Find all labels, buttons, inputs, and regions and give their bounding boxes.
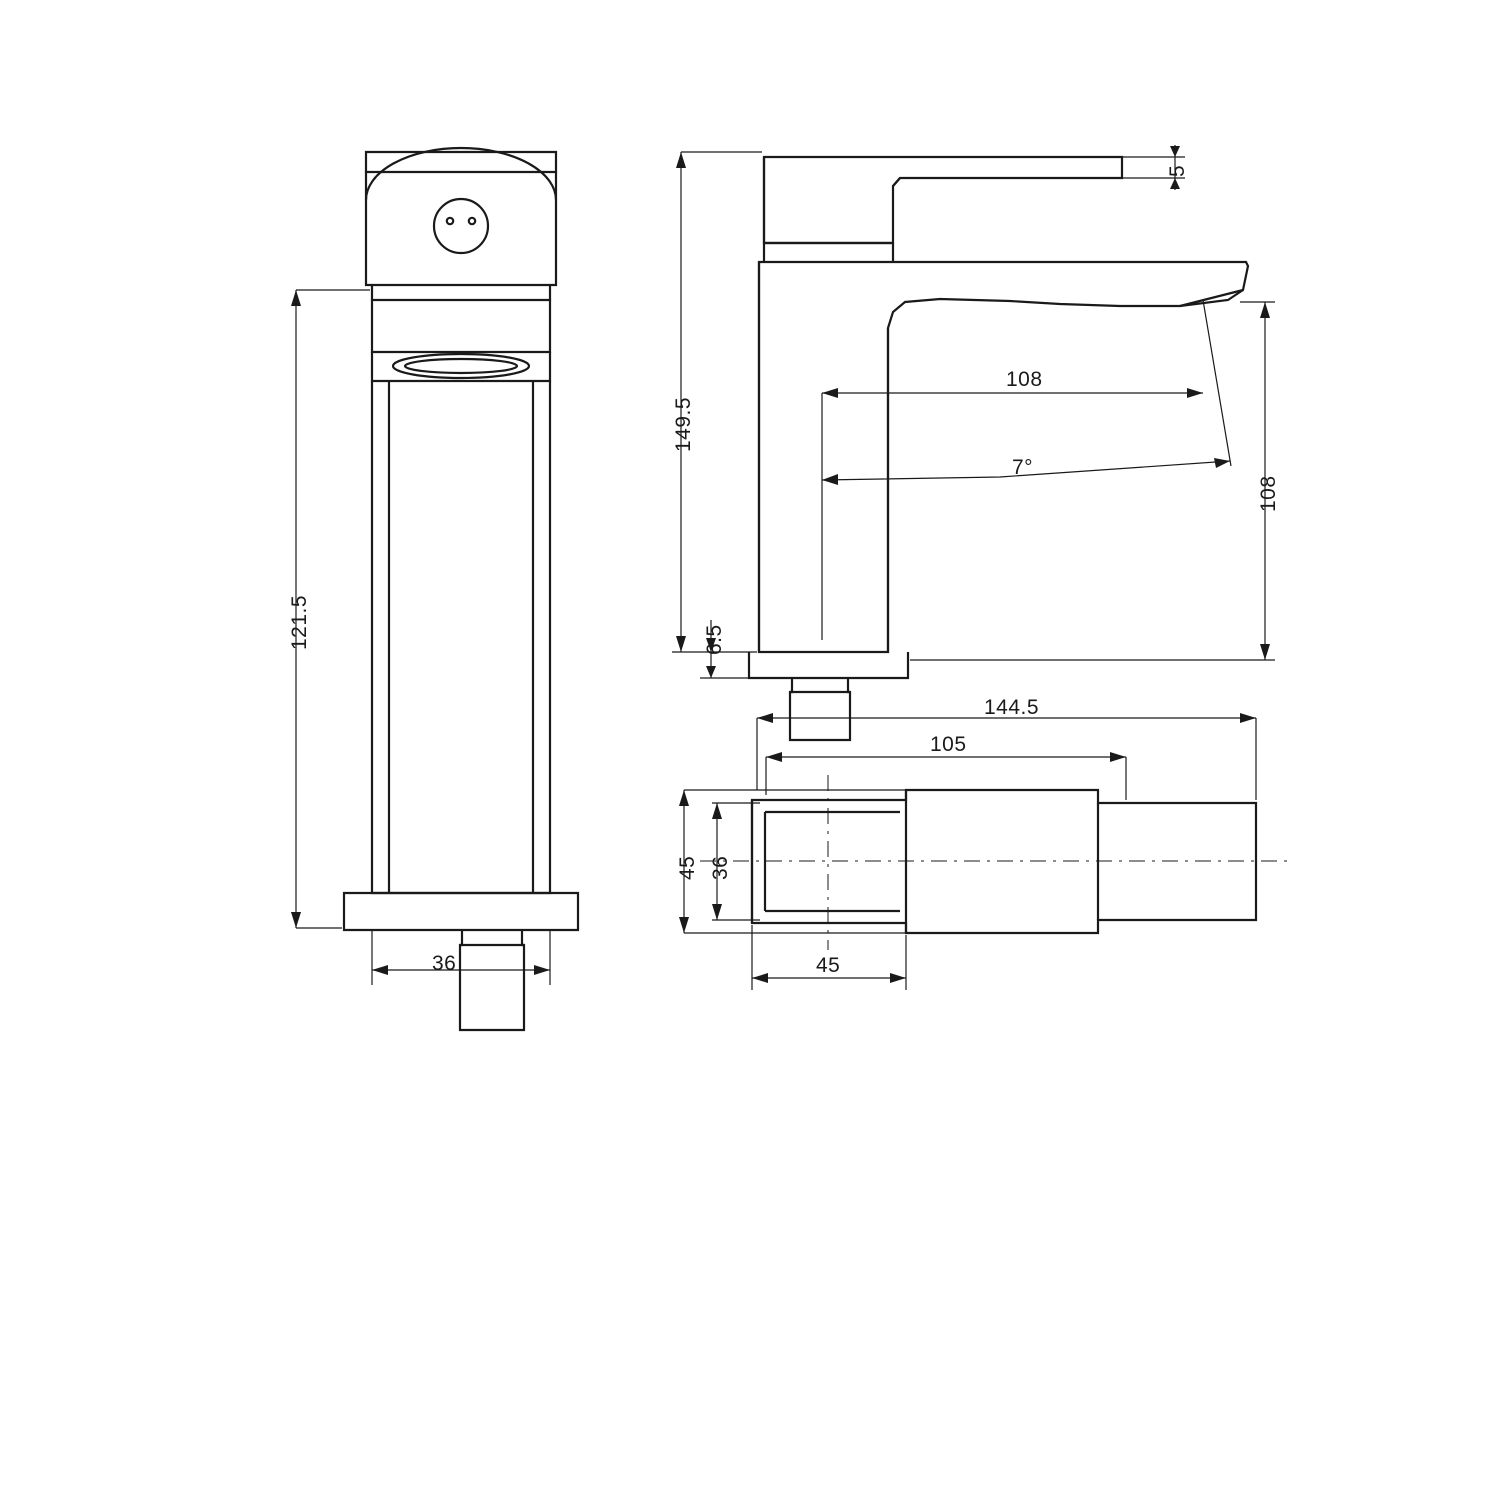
- side-view-geometry: [749, 157, 1248, 740]
- dim-label-side-spout-height: 108: [1257, 475, 1280, 512]
- dim-label-side-angle: 7°: [1012, 456, 1034, 479]
- dim-label-lever-thickness: 5: [1166, 164, 1189, 177]
- dim-label-front-width: 36: [432, 952, 457, 975]
- dim-label-top-depth-inner: 36: [709, 855, 732, 880]
- dim-label-top-width: 45: [816, 954, 841, 977]
- dim-label-side-base: 6.5: [703, 624, 726, 655]
- top-view-geometry: [700, 775, 1290, 950]
- front-view-geometry: [344, 148, 578, 1030]
- top-dim-spout: [766, 752, 1126, 800]
- dim-label-top-overall: 144.5: [984, 696, 1040, 719]
- dim-label-side-height: 149.5: [672, 396, 695, 452]
- dim-label-top-spout: 105: [930, 733, 967, 756]
- side-dim-spout-height: [910, 302, 1275, 660]
- dim-label-side-reach: 108: [1006, 368, 1043, 391]
- dim-label-top-depth-outer: 45: [676, 855, 699, 880]
- dim-label-front-height: 121.5: [288, 594, 311, 650]
